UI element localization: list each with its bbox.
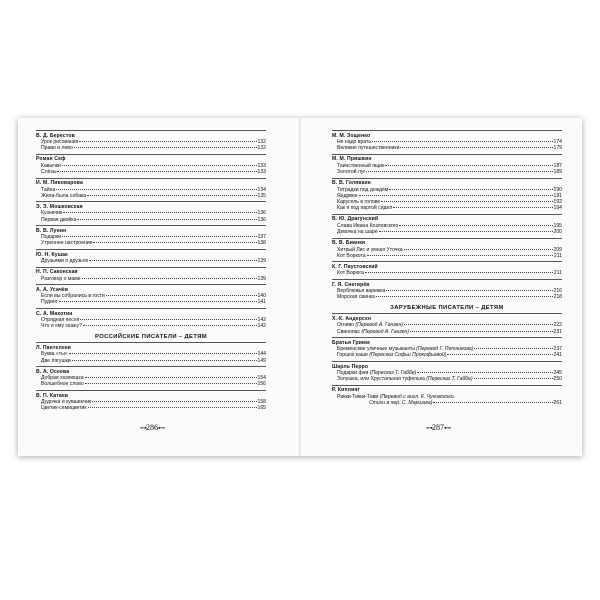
toc-leader-dots <box>366 171 552 172</box>
open-book <box>18 118 582 456</box>
toc-entry-title: Волшебное слово <box>41 381 84 388</box>
toc-entry <box>36 381 266 387</box>
toc-entry-title: Не надо врать <box>337 138 372 145</box>
toc-entry-title: Тайна <box>41 186 56 193</box>
toc-entry-title: Горшок каши <box>337 352 368 359</box>
toc-section-kipling <box>332 385 562 406</box>
toc-entry-page: 211 <box>553 270 562 277</box>
toc-entry-note: (Пересказ Т. Габбе) <box>426 376 473 383</box>
toc-leader-dots <box>89 260 256 261</box>
toc-entry-title: Девочка на шаре <box>337 228 378 235</box>
toc-entry-title: Великие путешественники <box>337 145 400 152</box>
toc-leader-dots <box>93 242 256 243</box>
toc-leader-dots <box>83 325 256 326</box>
toc-entry-title: Карусель в голове <box>337 198 381 205</box>
toc-entry-page: 140 <box>257 293 266 300</box>
toc-author: В. В. Бианки <box>332 240 366 247</box>
toc-entry <box>332 229 562 235</box>
toc-author: А. А. Усачёв <box>36 286 69 293</box>
toc-entry-title-block <box>337 253 366 259</box>
toc-entry-page: 158 <box>257 398 266 405</box>
toc-entry-title: Жила-была собака <box>41 192 87 199</box>
toc-entry-page: 192 <box>553 198 562 205</box>
toc-entry-page: 179 <box>553 145 562 152</box>
toc-leader-dots <box>69 353 257 354</box>
toc-leader-dots <box>77 219 256 220</box>
toc-author: Братья Гримм <box>332 339 370 346</box>
toc-section <box>332 261 562 276</box>
toc-leader-dots <box>62 165 257 166</box>
toc-entry-title-block <box>41 276 81 282</box>
toc-author: С. А. Махотин <box>36 310 73 317</box>
toc-section <box>332 361 562 382</box>
toc-entry-title-block <box>337 229 378 235</box>
toc-entry-title: Что я ему скажу? <box>41 323 83 330</box>
toc-entry-title-block <box>41 193 86 199</box>
toc-entry-title: Яндрвее <box>337 192 358 199</box>
toc-entry-page: 211 <box>553 252 562 259</box>
toc-section <box>36 390 266 411</box>
toc-entry-title: Бременские уличные музыканты <box>337 346 415 353</box>
toc-entry <box>332 329 562 335</box>
toc-leader-dots <box>400 147 552 148</box>
toc-section <box>36 178 266 199</box>
toc-leader-dots <box>404 249 553 250</box>
toc-entry-title: Право и лево <box>41 145 73 152</box>
toc-entry-title-block <box>337 205 392 211</box>
toc-leader-dots <box>410 331 552 332</box>
toc-entry <box>332 376 562 382</box>
toc-entry <box>36 276 266 282</box>
toc-entry-page: 174 <box>553 138 562 145</box>
toc-leader-dots <box>474 348 552 349</box>
toc-section <box>332 313 562 334</box>
toc-leader-dots <box>389 189 552 190</box>
toc-leader-dots <box>417 372 552 373</box>
toc-entry-page: 261 <box>553 399 562 406</box>
toc-entry-title: Золушка, или Хрустальная туфелька <box>337 376 425 383</box>
toc-entry-title: Кавычки <box>41 162 61 169</box>
toc-entry-title: Кузнечик <box>41 210 63 217</box>
toc-entry-page: 132 <box>257 145 266 152</box>
toc-entry-page: 154 <box>257 375 266 382</box>
section-heading-russian: РОССИЙСКИЕ ПИСАТЕЛИ – ДЕТЯМ <box>95 334 207 341</box>
toc-entry-page: 216 <box>553 287 562 294</box>
toc-leader-dots <box>404 324 553 325</box>
toc-author: В. В. Голявкин <box>332 180 371 187</box>
toc-entry-note: (Перевод А. Ганзен) <box>361 328 410 335</box>
ornament-icon: ⊶ <box>426 423 432 432</box>
toc-section <box>332 130 562 151</box>
toc-entry-title: Урок рисования <box>41 138 79 145</box>
toc-leader-dots <box>79 141 256 142</box>
toc-leader-dots <box>92 401 256 402</box>
toc-section <box>36 366 266 387</box>
toc-leader-dots <box>379 231 553 232</box>
toc-entry-page: 135 <box>257 192 266 199</box>
toc-leader-dots <box>56 189 256 190</box>
toc-entry-title-block <box>337 352 446 358</box>
toc-entry-page: 136 <box>257 216 266 223</box>
toc-entry-title: Добрая хозяюшка <box>41 375 84 382</box>
toc-entry-page: 245 <box>553 369 562 376</box>
toc-author: В. Д. Берестов <box>36 132 75 139</box>
toc-entry-title: Друзьями о друзьях <box>41 257 89 264</box>
toc-entry-page: 190 <box>553 186 562 193</box>
ornament-icon: ⊷ <box>158 423 164 432</box>
toc-leader-dots <box>62 236 256 237</box>
toc-leader-dots <box>385 165 552 166</box>
toc-entry <box>332 270 562 276</box>
toc-author: Ю. Н. Кушак <box>36 251 68 258</box>
toc-entry-title: Рикки-Тикки-Тави <box>337 393 379 400</box>
toc-entry-page: 218 <box>553 294 562 301</box>
toc-leader-dots <box>399 225 552 226</box>
toc-author: Э. Э. Мошковская <box>36 203 83 210</box>
toc-entry-page: 222 <box>553 322 562 329</box>
toc-entry <box>36 217 266 223</box>
toc-entry-page: 139 <box>257 275 266 282</box>
toc-entry-title: Кот Воркота <box>337 252 366 259</box>
toc-entry-title: Кот Ворюга <box>337 270 364 277</box>
toc-entry-title: Морская свинка <box>337 294 375 301</box>
toc-section <box>36 130 266 151</box>
toc-entry-title-block <box>41 258 88 264</box>
ornament-icon: ⊶ <box>140 423 146 432</box>
toc-entry <box>36 405 266 411</box>
toc-entry-page: 195 <box>553 222 562 229</box>
toc-entry <box>332 253 562 259</box>
toc-entry-title: Разговор о маме <box>41 275 81 282</box>
toc-entry-title: Первая двойка <box>41 216 77 223</box>
toc-author: Л. Пантелеев <box>36 344 72 351</box>
toc-entry-title: Хитрый Лис и умная Уточка <box>337 246 403 253</box>
toc-entry <box>36 299 266 305</box>
toc-entry <box>332 145 562 151</box>
toc-section <box>332 154 562 175</box>
toc-entry-page: 241 <box>553 352 562 359</box>
toc-entry <box>36 193 266 199</box>
toc-leader-dots <box>372 141 552 142</box>
toc-entry-page: 165 <box>257 405 266 412</box>
toc-entry-page: 133 <box>257 162 266 169</box>
toc-entry-title: Подарки феи <box>337 369 369 376</box>
section-heading-foreign: ЗАРУБЕЖНЫЕ ПИСАТЕЛИ – ДЕТЯМ <box>390 305 504 312</box>
toc-entry-title: Отрядная песня <box>41 317 80 323</box>
toc-section <box>36 154 266 175</box>
toc-entry-title-block <box>41 145 73 151</box>
toc-leader-dots <box>376 296 553 297</box>
toc-entry-page: 187 <box>553 162 562 169</box>
toc-entry-title: Дудочка и кувшинчик <box>41 398 92 405</box>
toc-leader-dots <box>474 378 553 379</box>
toc-entry-page: 189 <box>553 168 562 175</box>
page-number: 287 <box>432 423 444 432</box>
toc-leader-dots <box>381 201 552 202</box>
toc-section <box>332 238 562 259</box>
toc-entry-note: Стихи в пер. С. Маршака) <box>369 399 433 406</box>
toc-leader-dots <box>106 295 257 296</box>
toc-leader-dots <box>80 319 256 320</box>
toc-author: Шарль Перро <box>332 363 369 370</box>
toc-section <box>36 201 266 222</box>
toc-entry-page: 137 <box>257 234 266 241</box>
toc-section <box>36 342 266 363</box>
toc-entry-title-block <box>337 394 562 406</box>
toc-entry <box>332 352 562 358</box>
toc-entry-title-block <box>337 145 399 151</box>
toc-leader-dots <box>72 360 257 361</box>
toc-author: В. Ю. Драгунский <box>332 216 379 223</box>
toc-entry-page: 250 <box>553 376 562 383</box>
toc-entry <box>36 240 266 246</box>
toc-entry-page: 200 <box>553 228 562 235</box>
toc-entry <box>36 145 266 151</box>
toc-entry-page: 144 <box>257 351 266 358</box>
toc-entry-page: 139 <box>257 257 266 264</box>
toc-author: Роман Сеф <box>36 156 66 163</box>
toc-entry-page: 156 <box>257 381 266 388</box>
left-sections <box>36 130 266 329</box>
toc-entry-page: 138 <box>257 240 266 247</box>
toc-section <box>332 279 562 300</box>
toc-entry-title: Верблюжья варежка <box>337 287 386 294</box>
toc-leader-dots <box>57 171 256 172</box>
right-sections-2 <box>332 313 562 382</box>
toc-entry-title-block <box>41 169 56 175</box>
toc-entry-title: Свинопас <box>337 328 361 335</box>
toc-entry-title-block <box>337 376 473 382</box>
toc-entry-title: Если вы собрались в гости <box>41 293 105 300</box>
toc-entry <box>36 169 266 175</box>
toc-leader-dots <box>386 290 552 291</box>
toc-entry-page: 142 <box>257 323 266 330</box>
right-sections <box>332 130 562 300</box>
toc-entry-title-block <box>337 294 375 300</box>
toc-leader-dots <box>359 195 553 196</box>
toc-entry-title: Две лягушки <box>41 357 71 364</box>
toc-leader-dots <box>367 255 553 256</box>
toc-entry-title-block <box>41 217 76 223</box>
page-number-right <box>426 423 450 432</box>
toc-entry-page: 141 <box>257 299 266 306</box>
toc-entry <box>332 205 562 211</box>
page-number-left <box>140 423 164 432</box>
toc-section <box>36 308 266 329</box>
toc-entry-title: Огниво <box>337 322 354 329</box>
toc-section <box>332 178 562 212</box>
toc-section <box>36 225 266 246</box>
toc-entry-title-block <box>41 381 84 387</box>
toc-entry-title-block <box>337 270 364 276</box>
toc-entry-page: 149 <box>257 357 266 364</box>
toc-section <box>36 249 266 264</box>
toc-entry-title-block <box>41 405 87 411</box>
toc-entry-title-block <box>337 329 409 335</box>
toc-entry-page: 132 <box>257 138 266 145</box>
toc-author: И. М. Пивоварова <box>36 180 83 187</box>
toc-entry-title: Таинственный ящик <box>337 162 385 169</box>
toc-leader-dots <box>87 195 256 196</box>
toc-leader-dots <box>74 147 257 148</box>
toc-entry-page: 231 <box>553 328 562 335</box>
toc-leader-dots <box>447 354 552 355</box>
toc-entry-page: 209 <box>553 246 562 253</box>
toc-entry-title: Пудинг <box>41 299 58 306</box>
toc-entry <box>332 169 562 175</box>
toc-leader-dots <box>63 212 256 213</box>
toc-entry-page: 194 <box>553 205 562 212</box>
page-number: 286 <box>146 423 158 432</box>
toc-entry <box>36 258 266 264</box>
toc-author: М. М. Пришвин <box>332 156 372 163</box>
toc-leader-dots <box>433 402 552 403</box>
toc-entry-page: 136 <box>257 210 266 217</box>
toc-entry-note: (Перевод А. Ганзен) <box>355 322 403 329</box>
toc-author: В. П. Катаев <box>36 392 69 399</box>
toc-entry-note: (Пересказ Софьи Прокофьевой) <box>369 352 447 359</box>
toc-entry-title: Буква «ты» <box>41 351 68 358</box>
toc-entry-title: Утреннее настроение <box>41 240 93 247</box>
toc-entry-title: Подарки <box>41 234 62 241</box>
toc-entry-title: Слёзы <box>41 168 57 175</box>
toc-entry <box>36 323 266 329</box>
toc-section <box>332 214 562 235</box>
toc-entry-title: Цветик-семицветик <box>41 405 87 412</box>
toc-entry-title-block <box>41 240 92 246</box>
toc-entry-page: 237 <box>553 346 562 353</box>
toc-leader-dots <box>85 383 257 384</box>
toc-entry-note: (Пересказ Т. Габбе) <box>369 369 417 376</box>
toc-entry-page: 133 <box>257 168 266 175</box>
right-page <box>332 130 562 406</box>
toc-entry-page: 134 <box>257 186 266 193</box>
toc-leader-dots <box>59 301 257 302</box>
ornament-icon: ⊷ <box>444 423 450 432</box>
toc-entry <box>332 294 562 300</box>
toc-entry-title-block <box>41 358 71 364</box>
toc-leader-dots <box>82 278 257 279</box>
toc-author: В. А. Осеева <box>36 368 70 375</box>
toc-author: В. В. Лунин <box>36 227 67 234</box>
toc-section <box>332 337 562 358</box>
toc-section <box>36 267 266 282</box>
toc-entry-title: Тетрадки под дождём <box>337 186 389 193</box>
book-gutter <box>299 118 301 456</box>
left-sections-2 <box>36 342 266 411</box>
toc-leader-dots <box>393 207 552 208</box>
toc-entry-title-block <box>41 323 82 329</box>
toc-leader-dots <box>365 272 553 273</box>
toc-author: Г. Я. Снегирёв <box>332 281 370 288</box>
toc-entry-note: (Перевод с англ. К. Чуковского. <box>379 393 456 400</box>
left-page <box>36 130 266 411</box>
toc-entry-title-block <box>337 169 365 175</box>
toc-entry-title: Как я под партой сидел <box>337 205 393 212</box>
toc-author: Н. П. Саконская <box>36 269 78 276</box>
toc-entry <box>332 394 562 406</box>
toc-entry <box>36 358 266 364</box>
toc-author: К. Г. Паустовский <box>332 263 378 270</box>
toc-author: Х.-К. Андерсен <box>332 315 372 322</box>
toc-entry-page: 142 <box>257 317 266 323</box>
toc-entry-title: Слава Ивана Козловского <box>337 222 399 229</box>
toc-entry-title-block <box>41 299 58 305</box>
toc-author: М. М. Зощенко <box>332 132 371 139</box>
toc-leader-dots <box>85 377 257 378</box>
toc-entry-note: (Перевод Г. Петникова) <box>416 346 474 353</box>
toc-leader-dots <box>88 407 257 408</box>
toc-author: Р. Киплинг <box>332 387 360 394</box>
toc-section <box>36 284 266 305</box>
toc-entry-title: Золотой луг <box>337 168 366 175</box>
toc-entry-page: 191 <box>553 192 562 199</box>
